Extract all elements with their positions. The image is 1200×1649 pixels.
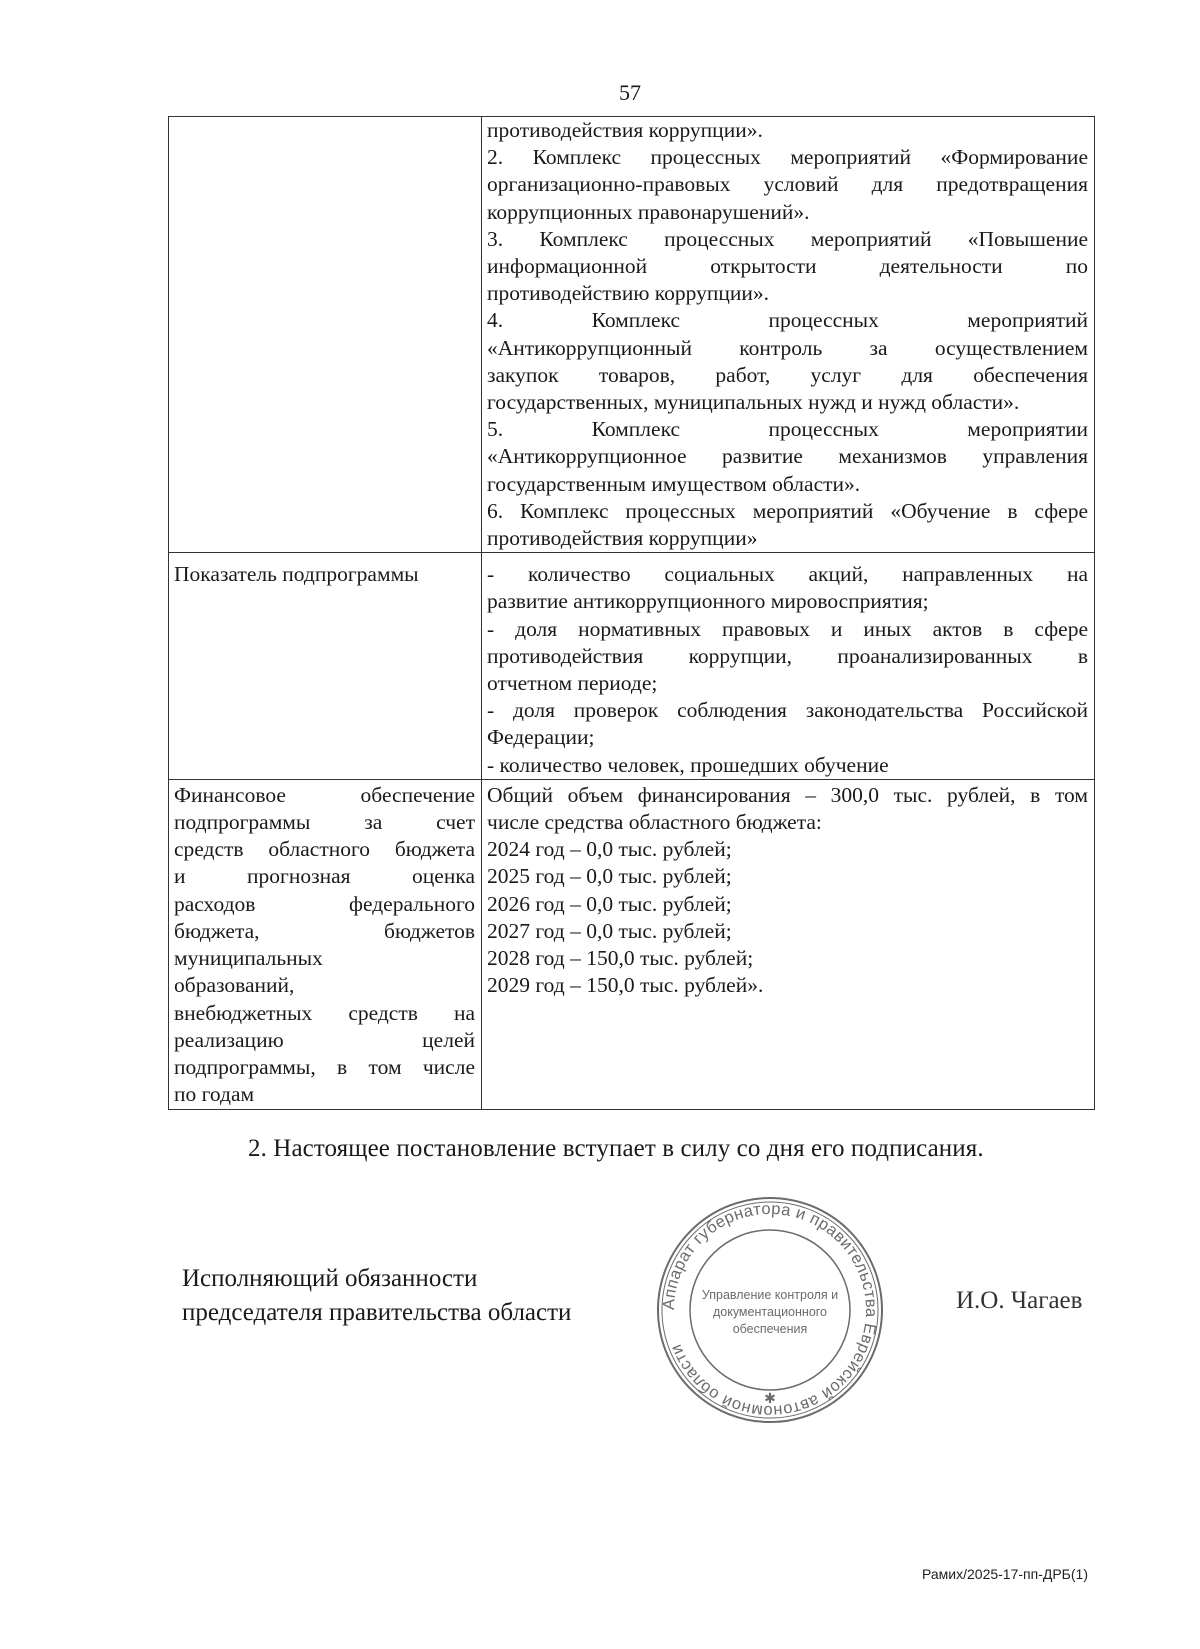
row-label-line: реализацию целей (174, 1027, 475, 1052)
row-label-line: средств областного бюджета (174, 837, 475, 862)
text-line: закупок товаров, работ, услуг для обеспечения (487, 362, 1088, 387)
document-code: Рамих/2025-17-пп-ДРБ(1) (922, 1566, 1088, 1582)
signer-title-line: Исполняющий обязанности (182, 1265, 478, 1292)
subprogram-passport-table (168, 116, 1095, 1110)
seal-inner-line: Управление контроля и (701, 1288, 839, 1302)
seal-outer-text: Аппарат губернатора и правительства Еврейской автономной области (659, 1199, 881, 1421)
text-line: развитие антикоррупционного мировосприятия; (487, 589, 929, 614)
text-line: информационной открытости деятельности по (487, 254, 1088, 279)
table-row (169, 779, 1095, 1109)
text-line: организационно-правовых условий для предотвращения (487, 172, 1088, 197)
row-label-line: Финансовое обеспечение (174, 782, 475, 807)
text-line: противодействию коррупции». (487, 281, 769, 306)
text-line: 2029 год – 150,0 тыс. рублей». (487, 973, 764, 998)
row-label-line: подпрограммы, в том числе (174, 1054, 475, 1079)
text-line: 3. Комплекс процессных мероприятий «Повышение (487, 226, 1088, 251)
text-line: 2028 год – 150,0 тыс. рублей; (487, 946, 754, 971)
text-line: государственным имуществом области». (487, 471, 861, 496)
signer-name: И.О. Чагаев (956, 1287, 1083, 1314)
text-line: 2024 год – 0,0 тыс. рублей; (487, 837, 732, 862)
text-line: 4. Комплекс процессных мероприятий (487, 308, 1088, 333)
text-line: Общий объем финансирования – 300,0 тыс. рублей, в том (487, 782, 1088, 807)
row-label-text: Показатель подпрограммы (174, 562, 419, 587)
row-label-line: и прогнозная оценка (174, 864, 475, 889)
table-row (169, 117, 1095, 553)
text-line: - доля нормативных правовых и иных актов в сфере (487, 616, 1088, 641)
text-line: - количество социальных акций, направленных на (487, 562, 1088, 587)
row-label-line: бюджета, бюджетов (174, 918, 475, 943)
text-line: 2026 год – 0,0 тыс. рублей; (487, 891, 732, 916)
text-line: 5. Комплекс процессных мероприятии (487, 417, 1088, 442)
seal-inner-line: обеспечения (732, 1322, 808, 1336)
text-line: 6. Комплекс процессных мероприятий «Обучение в сфере (487, 498, 1088, 523)
row-label-line: расходов федерального (174, 891, 475, 916)
row-label-line: муниципальных (174, 946, 323, 971)
text-line: - доля проверок соблюдения законодательства Российской (487, 698, 1088, 723)
row-label (169, 779, 482, 1109)
signer-title-line: председателя правительства области (182, 1299, 572, 1326)
text-line: Федерации; (487, 725, 595, 750)
row-label-line: внебюджетных средств на (174, 1000, 475, 1025)
text-line: 2027 год – 0,0 тыс. рублей; (487, 918, 732, 943)
text-line: числе средства областного бюджета: (487, 810, 822, 835)
seal-inner-line: документационного (712, 1305, 828, 1319)
row-label (169, 117, 482, 553)
row-content (482, 117, 1095, 553)
closing-paragraph: 2. Настоящее постановление вступает в силу со дня его подписания. (248, 1135, 984, 1162)
page-number: 57 (619, 80, 641, 105)
seal-star-icon: ✱ (764, 1392, 776, 1407)
row-label-line: образований, (174, 973, 295, 998)
row-label-line: по годам (174, 1082, 255, 1107)
text-line: «Антикоррупционное развитие механизмов управления (487, 444, 1088, 469)
text-line: 2. Комплекс процессных мероприятий «Формирование (487, 145, 1088, 170)
text-line: противодействия коррупции» (487, 526, 758, 551)
text-line: противодействия коррупции, проанализированных в (487, 643, 1088, 668)
row-label (169, 553, 482, 780)
text-line: «Антикоррупционный контроль за осуществлением (487, 335, 1088, 360)
row-label-line: подпрограммы за счет (174, 810, 475, 835)
text-line: 2025 год – 0,0 тыс. рублей; (487, 864, 732, 889)
table-row (169, 553, 1095, 780)
signer-title (182, 1262, 571, 1330)
text-line: коррупционных правонарушений». (487, 199, 810, 224)
row-content (482, 553, 1095, 780)
text-line: противодействия коррупции». (487, 118, 763, 142)
text-line: отчетном периоде; (487, 671, 658, 696)
text-line: - количество человек, прошедших обучение (487, 752, 889, 777)
official-seal (655, 1195, 885, 1425)
row-content (482, 779, 1095, 1109)
text-line: государственных, муниципальных нужд и нужд области». (487, 390, 1020, 415)
